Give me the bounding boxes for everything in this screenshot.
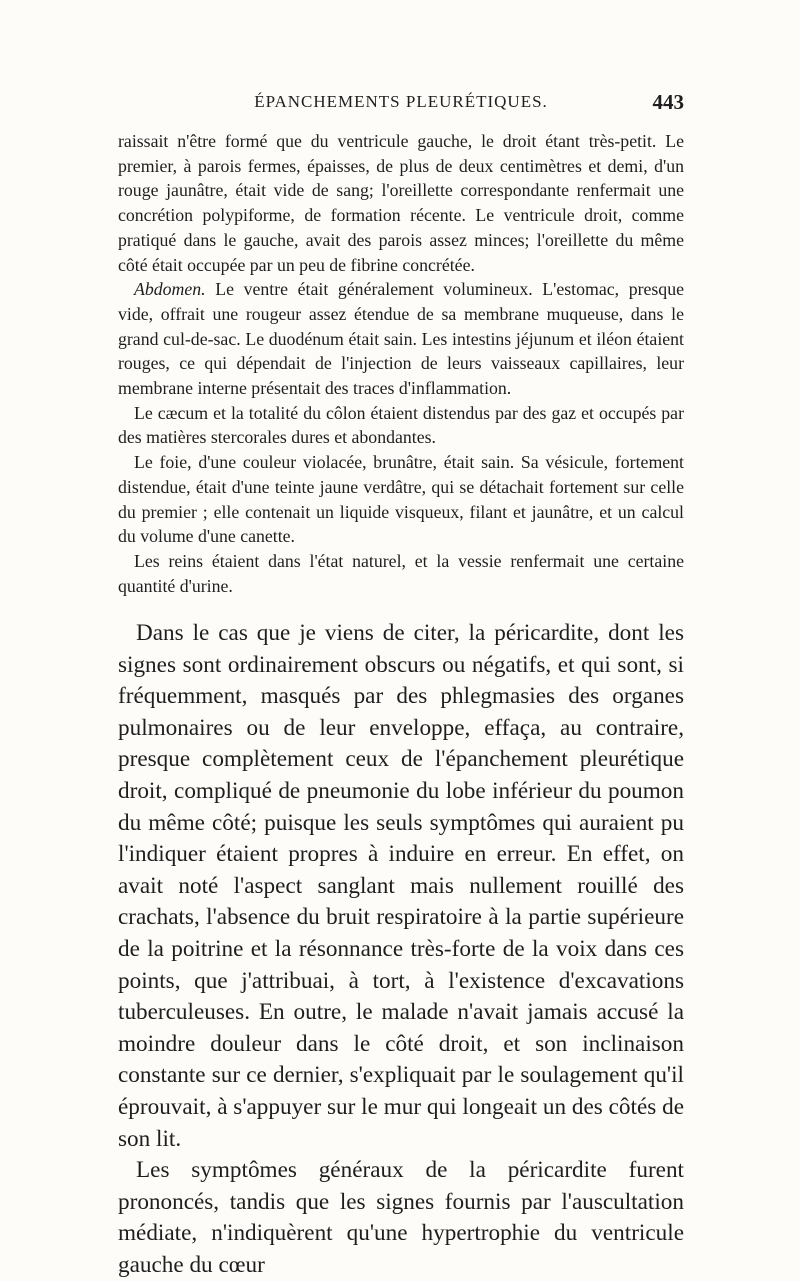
main-text-section — [118, 618, 684, 1281]
abdomen-text: Le ventre était généralement volumineux. L'estomac, presque vide, offrait une rougeur assez étendue de sa membrane muqueuse, dans le grand cul-de-sac. Le duodénum était sain. Les intestins jéjunum et iléon étaient rouges, ce qui dépendait de l'injection de leurs vaisseaux capillaires, leur membrane interne présentait des traces d'inflammation. — [118, 279, 684, 399]
paragraph-liver: Le foie, d'une couleur violacée, brunâtre, était sain. Sa vésicule, fortement distendue, était d'une teinte jaune verdâtre, qui se détachait fortement sur celle du premier ; elle contenait un liquide visqueux, filant et jaunâtre, et un calcul du volume d'une canette. — [118, 452, 684, 547]
paragraph-heart: raissait n'être formé que du ventricule gauche, le droit étant très-petit. Le premier, à parois fermes, épaisses, de plus de deux centimètres et demi, d'un rouge jaunâtre, était vide de sang; l'oreillette correspondante renfermait une concrétion polypiforme, de formation récente. Le ventricule droit, comme pratiqué dans le gauche, avait des parois assez minces; l'oreillette du même côté était occupée par un peu de fibrine concrétée. — [118, 131, 684, 275]
paragraph-abdomen — [118, 277, 684, 401]
small-print-section — [118, 129, 684, 598]
abdomen-label: Abdomen. — [134, 279, 206, 300]
paragraph-colon: Le cæcum et la totalité du côlon étaient distendus par des gaz et occupés par des matières stercorales dures et abondantes. — [118, 402, 684, 448]
paragraph-kidneys: Les reins étaient dans l'état naturel, et la vessie renfermait une certaine quantité d'urine. — [118, 550, 684, 596]
paragraph-pericarditis: Dans le cas que je viens de citer, la péricardite, dont les signes sont ordinairement obscurs ou négatifs, et qui sont, si fréquemment, masqués par des phlegmasies des organes pulmonaires ou de leur enveloppe, effaça, au contraire, presque complètement ceux de l'épanchement pleurétique droit, compliqué de pneumonie du lobe inférieur du poumon du même côté; puisque les seuls symptômes qui auraient pu l'indiquer étaient propres à induire en erreur. En effet, on avait noté l'aspect sanglant mais nullement rouillé des crachats, l'absence du bruit respiratoire à la partie supérieure de la poitrine et la résonnance très-forte de la voix dans ces points, que j'attribuai, à tort, à l'existence d'excavations tuberculeuses. En outre, le malade n'avait jamais accusé la moindre douleur dans le côté droit, et son inclinaison constante sur ce dernier, s'expliquait par le soulagement qu'il éprouvait, à s'appuyer sur le mur qui longeait un des côtés de son lit. — [118, 620, 684, 1152]
running-title: ÉPANCHEMENTS PLEURÉTIQUES. — [254, 92, 548, 111]
page-header — [118, 92, 684, 122]
page-number: 443 — [652, 90, 684, 114]
paragraph-symptoms: Les symptômes généraux de la péricardite furent prononcés, tandis que les signes fournis par l'auscultation médiate, n'indiquèrent qu'une hypertrophie du ventricule gauche du cœur — [118, 1157, 684, 1278]
